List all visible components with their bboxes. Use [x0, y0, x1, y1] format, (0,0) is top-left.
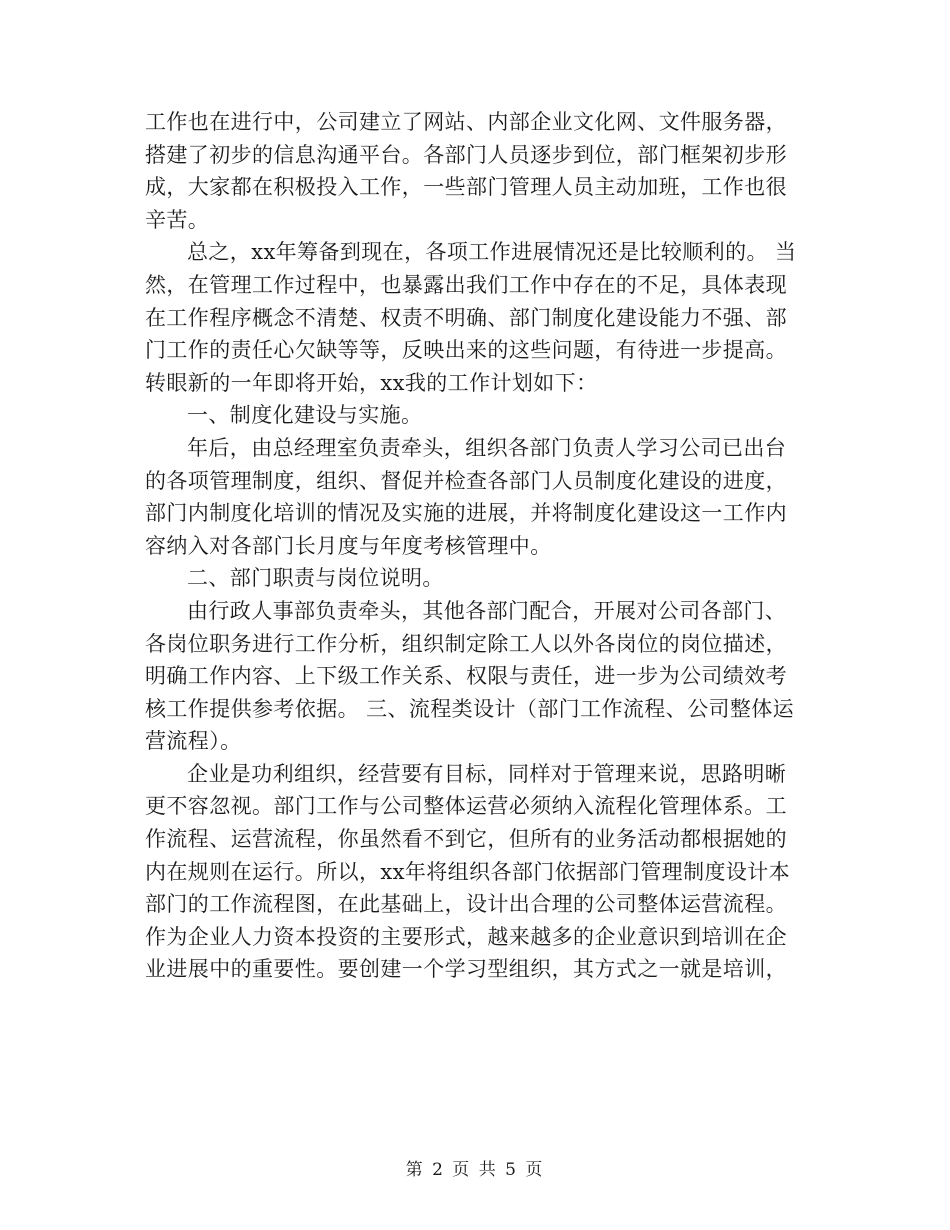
document-body [145, 108, 810, 988]
text-line: 的各项管理制度，组织、督促并检查各部门人员制度化建设的进度， [145, 468, 787, 493]
text-line: 在工作程序概念不清楚、权责不明确、部门制度化建设能力不强、部 [145, 305, 787, 330]
paragraph-start-line: 由行政人事部负责牵头，其他各部门配合，开展对公司各部门、 [187, 598, 787, 623]
text-line: 作流程、运营流程，你虽然看不到它，但所有的业务活动都根据她的 [145, 827, 787, 852]
page-number-footer: 第 2 页 共 5 页 [405, 1160, 545, 1180]
section-heading: 二、部门职责与岗位说明。 [187, 566, 444, 591]
text-line: 工作也在进行中，公司建立了网站、内部企业文化网、文件服务器， [145, 110, 787, 134]
text-line: 各岗位职务进行工作分析，组织制定除工人以外各岗位的岗位描述， [145, 631, 787, 656]
text-line: 成，大家都在积极投入工作，一些部门管理人员主动加班，工作也很 [145, 175, 787, 200]
text-line: 更不容忽视。部门工作与公司整体运营必须纳入流程化管理体系。工 [145, 794, 787, 819]
text-line: 核工作提供参考依据。 三、流程类设计（部门工作流程、公司整体运 [145, 696, 795, 721]
text-line: 内在规则在运行。所以，xx年将组织各部门依据部门管理制度设计本 [145, 859, 791, 884]
text-line: 业进展中的重要性。要创建一个学习型组织，其方式之一就是培训， [145, 957, 787, 982]
paragraph-start-line: 总之，xx年筹备到现在，各项工作进展情况还是比较顺利的。 当 [187, 240, 797, 265]
text-line: 门工作的责任心欠缺等等，反映出来的这些问题，有待进一步提高。 [145, 338, 787, 363]
text-line: 部门内制度化培训的情况及实施的进展，并将制度化建设这一工作内 [145, 501, 787, 526]
text-line: 部门的工作流程图，在此基础上，设计出合理的公司整体运营流程。 [145, 892, 787, 917]
text-line: 转眼新的一年即将开始，xx我的工作计划如下： [145, 370, 598, 395]
text-line: 明确工作内容、上下级工作关系、权限与责任，进一步为公司绩效考 [145, 664, 787, 689]
text-line: 营流程）。 [145, 729, 242, 754]
text-line: 搭建了初步的信息沟通平台。各部门人员逐步到位，部门框架初步形 [145, 142, 787, 167]
text-line: 容纳入对各部门长月度与年度考核管理中。 [145, 533, 552, 558]
text-line: 辛苦。 [145, 207, 210, 232]
text-line: 作为企业人力资本投资的主要形式，越来越多的企业意识到培训在企 [145, 924, 787, 949]
text-line: 然，在管理工作过程中，也暴露出我们工作中存在的不足，具体表现 [145, 272, 787, 297]
section-heading: 一、制度化建设与实施。 [187, 403, 423, 428]
paragraph-start-line: 年后，由总经理室负责牵头，组织各部门负责人学习公司已出台 [187, 435, 787, 460]
paragraph-start-line: 企业是功利组织，经营要有目标，同样对于管理来说，思路明晰 [187, 761, 787, 786]
